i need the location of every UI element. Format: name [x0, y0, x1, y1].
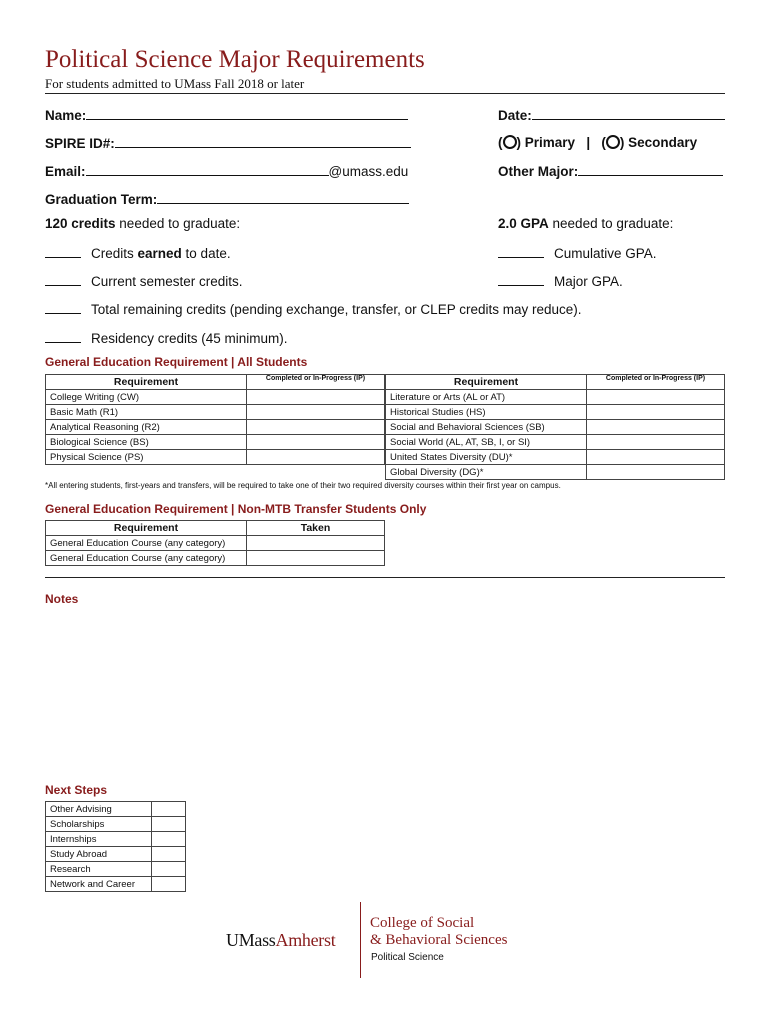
gpa-heading — [498, 216, 673, 231]
gen-ed-left-table — [45, 374, 385, 465]
other-major-field[interactable] — [498, 163, 723, 179]
table-row — [386, 405, 725, 420]
current-credits-row — [45, 274, 243, 289]
status-cell[interactable] — [587, 405, 725, 420]
transfer-col-requirement: Requirement — [46, 521, 247, 536]
logo-divider — [360, 902, 361, 978]
remaining-credits-row — [45, 302, 582, 317]
gpa-heading-rest: needed to graduate: — [548, 216, 674, 231]
next-step-check[interactable] — [152, 847, 186, 862]
secondary-label: Secondary — [628, 135, 698, 150]
table-row — [46, 420, 385, 435]
table-row — [386, 435, 725, 450]
next-step-check[interactable] — [152, 877, 186, 892]
table-row — [46, 405, 385, 420]
remaining-credits-label: Total remaining credits (pending exchange, transfer, or CLEP credits may reduce). — [91, 302, 582, 317]
table-row — [46, 435, 385, 450]
table-row — [46, 802, 186, 817]
taken-cell[interactable] — [247, 536, 385, 551]
umass-amherst-logo — [226, 930, 335, 951]
table-row — [46, 832, 186, 847]
table-row — [46, 847, 186, 862]
gpa-heading-bold: 2.0 GPA — [498, 216, 549, 231]
table-row — [386, 450, 725, 465]
major-gpa-label: Major GPA. — [554, 274, 623, 289]
logo-amherst: Amherst — [275, 930, 336, 950]
credits-heading — [45, 216, 240, 231]
table-row — [386, 390, 725, 405]
residency-credits-row — [45, 331, 288, 346]
major-gpa-blank[interactable] — [498, 275, 544, 286]
status-cell[interactable] — [247, 420, 385, 435]
gen-ed-right-table — [385, 374, 725, 480]
next-step-label: Other Advising — [46, 802, 152, 817]
credits-earned-bold: earned — [137, 246, 182, 261]
primary-radio[interactable] — [503, 135, 517, 149]
transfer-table — [45, 520, 385, 566]
table-row — [46, 390, 385, 405]
credits-earned-blank[interactable] — [45, 247, 81, 258]
header-divider — [45, 93, 725, 94]
next-step-check[interactable] — [152, 817, 186, 832]
transfer-cell: General Education Course (any category) — [46, 536, 247, 551]
credits-earned-pre: Credits — [91, 246, 138, 261]
credits-earned-row — [45, 246, 231, 261]
name-label: Name: — [45, 108, 87, 123]
status-cell[interactable] — [587, 390, 725, 405]
notes-divider — [45, 577, 725, 578]
gen-ed-right-cell: Global Diversity (DG)* — [386, 465, 587, 480]
date-line[interactable] — [532, 107, 725, 120]
transfer-heading: General Education Requirement | Non-MTB Transfer Students Only — [45, 502, 427, 516]
gen-ed-right-cell: United States Diversity (DU)* — [386, 450, 587, 465]
graduation-term-line[interactable] — [157, 191, 409, 204]
other-major-line[interactable] — [578, 163, 723, 176]
primary-label: Primary — [524, 135, 576, 150]
next-step-label: Network and Career — [46, 877, 152, 892]
table-row — [46, 536, 385, 551]
notes-heading: Notes — [45, 592, 79, 606]
next-step-label: Internships — [46, 832, 152, 847]
email-label: Email: — [45, 164, 86, 179]
credits-earned-post: to date. — [181, 246, 231, 261]
status-cell[interactable] — [247, 405, 385, 420]
gen-ed-left-col-requirement: Requirement — [46, 375, 247, 390]
gen-ed-right-col-status: Completed or In-Progress (IP) — [587, 375, 725, 390]
next-steps-heading: Next Steps — [45, 783, 108, 797]
graduation-term-label: Graduation Term: — [45, 192, 158, 207]
residency-credits-label: Residency credits (45 minimum). — [91, 331, 288, 346]
gen-ed-left-cell: Analytical Reasoning (R2) — [46, 420, 247, 435]
gen-ed-left-col-status: Completed or In-Progress (IP) — [247, 375, 385, 390]
table-row — [46, 877, 186, 892]
cumulative-gpa-label: Cumulative GPA. — [554, 246, 657, 261]
college-line-2: & Behavioral Sciences — [370, 932, 508, 948]
cumulative-gpa-blank[interactable] — [498, 247, 544, 258]
next-step-label: Scholarships — [46, 817, 152, 832]
other-major-label: Other Major: — [498, 164, 579, 179]
date-label: Date: — [498, 108, 532, 123]
table-row — [46, 862, 186, 877]
taken-cell[interactable] — [247, 551, 385, 566]
table-row — [386, 420, 725, 435]
current-credits-label: Current semester credits. — [91, 274, 243, 289]
graduation-term-field[interactable] — [45, 191, 409, 207]
next-step-check[interactable] — [152, 802, 186, 817]
major-gpa-row — [498, 274, 623, 289]
spire-id-line[interactable] — [115, 135, 411, 148]
gen-ed-heading: General Education Requirement | All Students — [45, 355, 308, 369]
secondary-radio[interactable] — [606, 135, 620, 149]
status-cell[interactable] — [247, 450, 385, 465]
gen-ed-left-cell: Biological Science (BS) — [46, 435, 247, 450]
gen-ed-left-cell: Basic Math (R1) — [46, 405, 247, 420]
separator: | — [586, 135, 591, 150]
cumulative-gpa-row — [498, 246, 657, 261]
status-cell[interactable] — [247, 390, 385, 405]
gen-ed-right-cell: Literature or Arts (AL or AT) — [386, 390, 587, 405]
next-step-check[interactable] — [152, 862, 186, 877]
spire-id-label: SPIRE ID#: — [45, 136, 115, 151]
page-subtitle: For students admitted to UMass Fall 2018 or later — [45, 76, 305, 91]
status-cell[interactable] — [587, 465, 725, 480]
logo-umass: UMass — [226, 930, 276, 950]
gen-ed-left-cell: Physical Science (PS) — [46, 450, 247, 465]
table-row — [46, 450, 385, 465]
major-type-selector[interactable]: ( ) Primary | ( ) Secondary — [498, 135, 698, 150]
credits-heading-rest: needed to graduate: — [115, 216, 241, 231]
next-step-label: Research — [46, 862, 152, 877]
next-step-label: Study Abroad — [46, 847, 152, 862]
transfer-col-taken: Taken — [247, 521, 385, 536]
credits-heading-bold: 120 credits — [45, 216, 116, 231]
gen-ed-right-cell: Historical Studies (HS) — [386, 405, 587, 420]
remaining-credits-blank[interactable] — [45, 303, 81, 314]
college-logo-text — [370, 915, 507, 949]
department-name: Political Science — [371, 952, 444, 963]
table-row — [386, 465, 725, 480]
table-row — [46, 551, 385, 566]
gen-ed-right-cell: Social and Behavioral Sciences (SB) — [386, 420, 587, 435]
current-credits-blank[interactable] — [45, 275, 81, 286]
name-line[interactable] — [86, 107, 408, 120]
transfer-cell: General Education Course (any category) — [46, 551, 247, 566]
email-field[interactable] — [45, 163, 408, 179]
status-cell[interactable] — [587, 420, 725, 435]
email-line[interactable] — [86, 163, 329, 176]
status-cell[interactable] — [247, 435, 385, 450]
gen-ed-right-col-requirement: Requirement — [386, 375, 587, 390]
next-step-check[interactable] — [152, 832, 186, 847]
gen-ed-left-cell: College Writing (CW) — [46, 390, 247, 405]
name-field[interactable] — [45, 107, 408, 123]
page-title: Political Science Major Requirements — [45, 46, 425, 73]
email-suffix: @umass.edu — [328, 164, 409, 179]
table-row — [46, 817, 186, 832]
next-steps-table — [45, 801, 186, 892]
diversity-footnote: *All entering students, first-years and transfers, will be required to take one of their two required diversity courses within their first year on campus. — [45, 481, 561, 490]
residency-credits-blank[interactable] — [45, 332, 81, 343]
gen-ed-right-cell: Social World (AL, AT, SB, I, or SI) — [386, 435, 587, 450]
status-cell[interactable] — [587, 450, 725, 465]
date-field[interactable] — [498, 107, 725, 123]
college-line-1: College of Social — [370, 915, 475, 931]
spire-id-field[interactable] — [45, 135, 411, 151]
status-cell[interactable] — [587, 435, 725, 450]
